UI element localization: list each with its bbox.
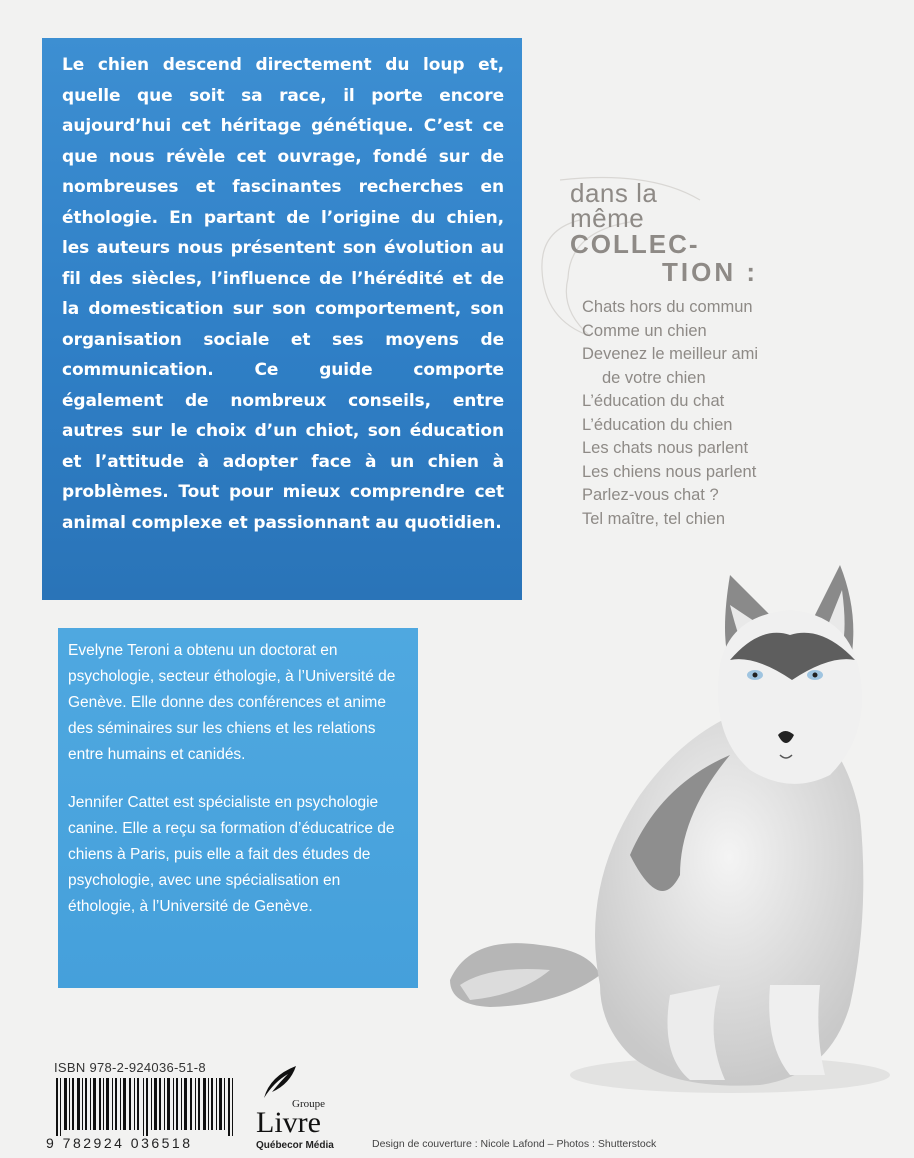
collection-heading-line3: COLLEC-	[570, 229, 700, 259]
barcode-image	[56, 1078, 236, 1136]
publisher-groupe: Groupe	[292, 1098, 325, 1110]
collection-item: Tel maître, tel chien	[582, 509, 726, 528]
collection-item: Parlez-vous chat ?	[582, 486, 719, 504]
publisher-livre: Livre	[256, 1106, 321, 1139]
authors-panel	[58, 628, 418, 988]
author-bio-cattet: Jennifer Cattet est spécialiste en psychologie canine. Elle a reçu sa formation d’éducatrice de chiens à Paris, puis elle a fait des études de psychologie, avec une spécialisation en éthologie, à l’Université de Genève.	[68, 794, 395, 915]
collection-heading	[570, 180, 758, 286]
collection-item: de votre chien	[602, 368, 706, 387]
description-panel	[42, 38, 522, 600]
collection-item: L’éducation du chien	[582, 415, 733, 434]
collection-item: Comme un chien	[582, 321, 707, 340]
publisher-subtitle: Québecor Média	[256, 1140, 334, 1151]
isbn-label: ISBN 978-2-924036-51-8	[54, 1060, 206, 1075]
collection-heading-line4: TION :	[662, 257, 758, 287]
collection-item: Chats hors du commun	[582, 298, 753, 316]
description-text: Le chien descend directement du loup et, quelle que soit sa race, il porte encore aujourd’hui cet héritage génétique. C’est ce que nous révèle cet ouvrage, fondé sur de nombreuses et fascinantes recherches en éthologie. En partant de l’origine du chien, les auteurs nous présentent son évolution au fil des siècles, l’influence de l’hérédité et de la domestication sur son comportement, son organisation sociale et ses moyens de communication. Ce guide comporte également de nombreux conseils, entre autres sur le choix d’un chiot, son éducation et l’attitude à adopter face à un chien à problèmes. Tout pour mieux comprendre cet animal complexe et passionnant au quotidien.	[62, 55, 504, 533]
publisher-logo	[240, 1062, 350, 1157]
design-credits: Design de couverture : Nicole Lafond – Photos : Shutterstock	[372, 1138, 657, 1150]
collection-item: Devenez le meilleur ami	[582, 345, 759, 363]
collection-item: Les chats nous parlent	[582, 439, 749, 457]
leaf-icon	[260, 1062, 300, 1102]
husky-dog-photo	[430, 555, 914, 1115]
collection-item: L’éducation du chat	[582, 392, 725, 410]
author-bio-teroni: Evelyne Teroni a obtenu un doctorat en psychologie, secteur éthologie, à l’Université de Genève. Elle donne des conférences et anime des séminaires sur les chiens et les relations entre humains et canidés.	[68, 642, 396, 763]
collection-list	[582, 296, 758, 531]
collection-item: Les chiens nous parlent	[582, 462, 757, 481]
barcode-number: 9 782924 036518	[46, 1135, 193, 1151]
collection-block	[520, 160, 900, 540]
collection-heading-line2: même	[570, 203, 645, 233]
collection-heading-line1: dans la	[570, 178, 658, 208]
